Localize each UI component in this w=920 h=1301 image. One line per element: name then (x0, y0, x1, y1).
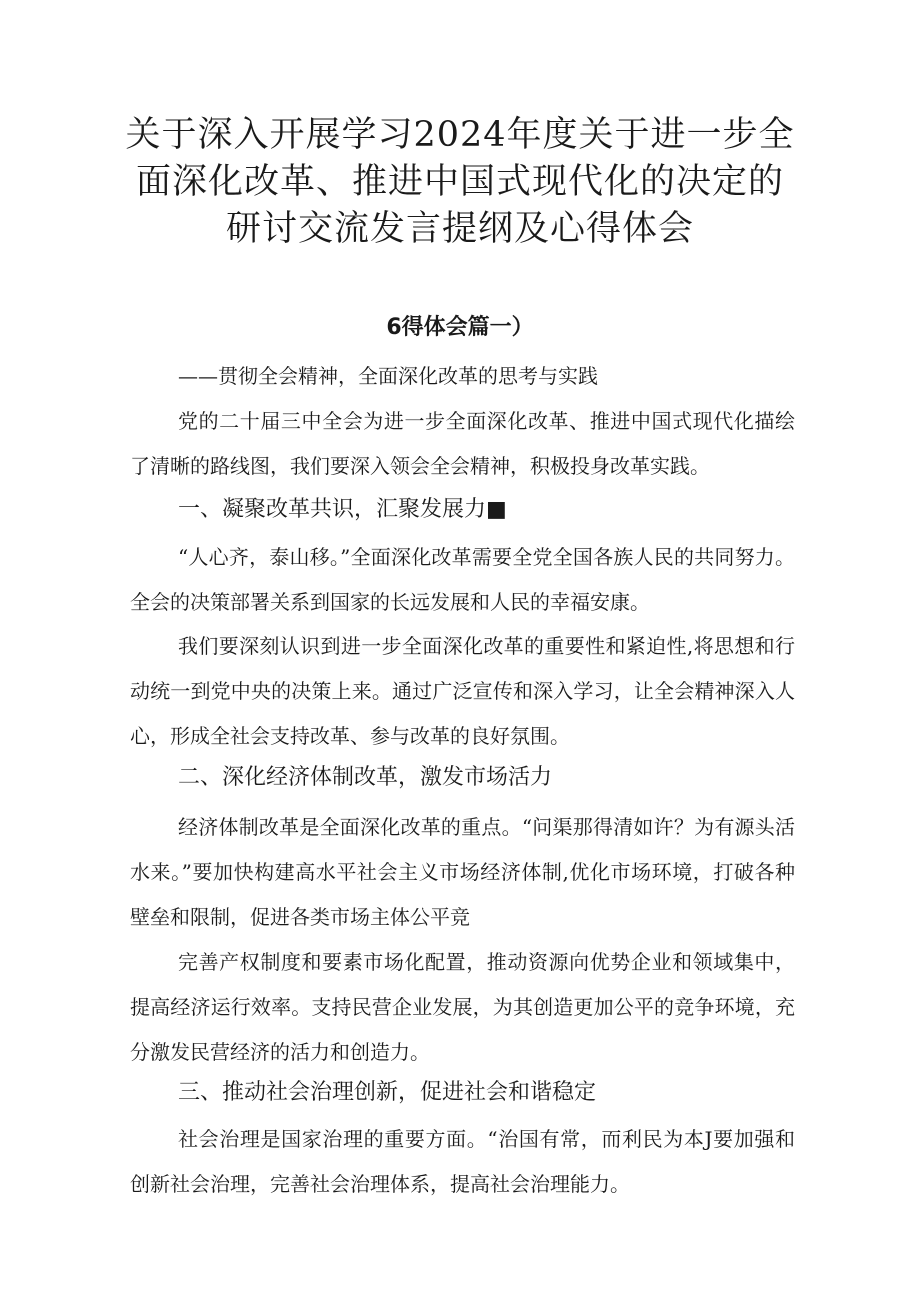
paragraph-3a: 社会治理是国家治理的重要方面。“治国有常，而利民为本J要加强和创新社会治理，完善社会治理体系，提高社会治理能力。 (130, 1127, 795, 1196)
paragraph-2a: 经济体制改革是全面深化改革的重点。“问渠那得清如许？为有源头活水来。”要加快构建高水平社会主义市场经济体制,优化市场环境，打破各种壁垒和限制，促进各类市场主体公平竞 (130, 815, 795, 929)
heading-1: 一、凝聚改革共识，汇聚发展力■ (178, 497, 507, 522)
document-title: 关于深入开展学习2024年度关于进一步全面深化改革、推进中国式现代化的决定的研讨交流发言提纲及心得体会 (125, 115, 795, 249)
paragraph-1b: 我们要深刻认识到进一步全面深化改革的重要性和紧迫性,将思想和行动统一到党中央的决策上来。通过广泛宣传和深入学习，让全会精神深入人心，形成全社会支持改革、参与改革的良好氛围。 (130, 634, 795, 748)
paragraph-2b: 完善产权制度和要素市场化配置，推动资源向优势企业和领域集中，提高经济运行效率。支持民营企业发展，为其创造更加公平的竞争环境，充分激发民营经济的活力和创造力。 (130, 950, 795, 1064)
motto-line: ——贯彻全会精神，全面深化改革的思考与实践 (178, 364, 598, 388)
heading-2: 二、深化经济体制改革，激发市场活力 (178, 765, 553, 790)
section-title: 6得体会篇一） (386, 315, 534, 340)
intro-paragraph: 党的二十届三中全会为进一步全面深化改革、推进中国式现代化描绘了清晰的路线图，我们要深入领会全会精神，积极投身改革实践。 (130, 409, 795, 478)
heading-3: 三、推动社会治理创新，促进社会和谐稳定 (178, 1080, 597, 1105)
paragraph-1a: “人心齐，泰山移。”全面深化改革需要全党全国各族人民的共同努力。全会的决策部署关系到国家的长远发展和人民的幸福安康。 (130, 545, 795, 614)
